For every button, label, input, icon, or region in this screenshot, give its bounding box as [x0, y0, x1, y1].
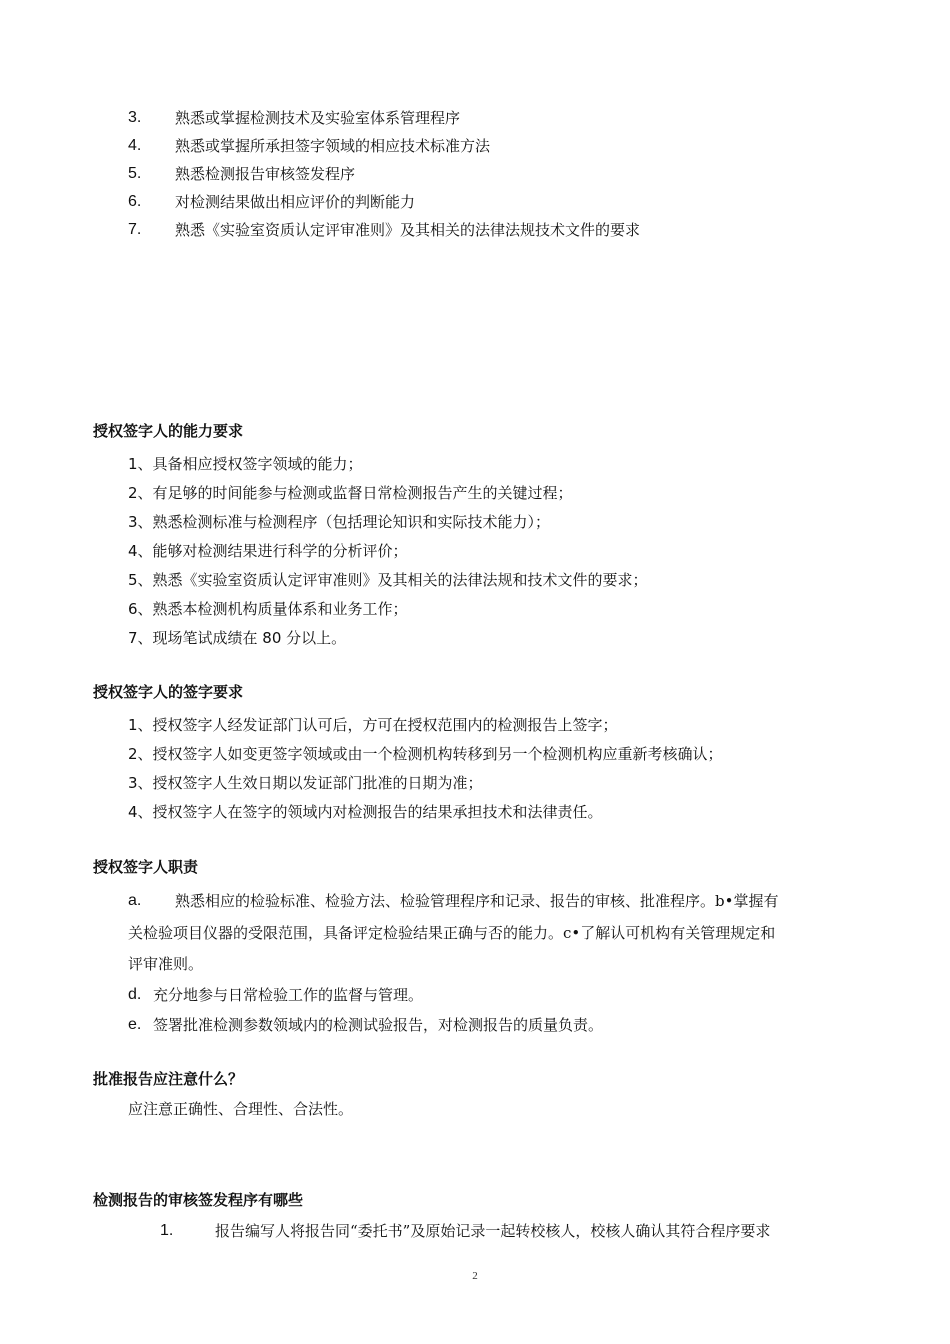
list-number: 5.: [128, 165, 142, 182]
list-item-text: 熟悉《实验室资质认定评审准则》及其相关的法律法规技术文件的要求: [175, 221, 641, 239]
section-heading-signing: 授权签字人的签字要求: [93, 683, 244, 701]
page-number: 2: [472, 1270, 478, 1282]
procedure-step-1-text: 报告编写人将报告同“委托书”及原始记录一起转校核人，校核人确认其符合程序要求: [215, 1222, 771, 1240]
list-item-text: 熟悉或掌握检测技术及实验室体系管理程序: [175, 109, 461, 127]
list-item: 3、熟悉检测标准与检测程序（包括理论知识和实际技术能力）；: [128, 513, 551, 531]
list-item: 3、授权签字人生效日期以发证部门批准的日期为准；: [128, 774, 483, 792]
list-number: 6.: [128, 193, 142, 210]
duty-d-text: 充分地参与日常检验工作的监督与管理。: [153, 986, 424, 1004]
approve-text: 应注意正确性、合理性、合法性。: [128, 1100, 354, 1118]
list-letter: e.: [128, 1016, 142, 1033]
list-item: 4、授权签字人在签字的领域内对检测报告的结果承担技术和法律责任。: [128, 803, 603, 821]
list-item-text: 熟悉检测报告审核签发程序: [175, 165, 356, 183]
section-heading-ability: 授权签字人的能力要求: [93, 422, 244, 440]
list-item: 5、熟悉《实验室资质认定评审准则》及其相关的法律法规和技术文件的要求；: [128, 571, 648, 589]
list-number: 4.: [128, 137, 142, 154]
list-item: 2、授权签字人如变更签字领域或由一个检测机构转移到另一个检测机构应重新考核确认；: [128, 745, 723, 763]
section-heading-approve: 批准报告应注意什么？: [93, 1070, 244, 1088]
duty-a-line-2: 关检验项目仪器的受限范围，具备评定检验结果正确与否的能力。c•了解认可机构有关管理规定和: [128, 924, 776, 942]
list-item: 4、能够对检测结果进行科学的分析评价；: [128, 542, 408, 560]
list-number: 7.: [128, 221, 142, 238]
list-letter: d.: [128, 986, 142, 1003]
section-heading-duties: 授权签字人职责: [93, 858, 199, 876]
section-heading-procedure: 检测报告的审核签发程序有哪些: [93, 1191, 304, 1209]
list-item: 1、授权签字人经发证部门认可后，方可在授权范围内的检测报告上签字；: [128, 716, 618, 734]
list-number: 1.: [160, 1222, 174, 1239]
list-number: 3.: [128, 109, 142, 126]
duty-a-line-3: 评审准则。: [128, 955, 204, 973]
list-item-text: 对检测结果做出相应评价的判断能力: [175, 193, 416, 211]
list-item: 7、现场笔试成绩在 80 分以上。: [128, 629, 347, 647]
duty-e-text: 签署批准检测参数领域内的检测试验报告，对检测报告的质量负责。: [153, 1016, 604, 1034]
list-item: 1、具备相应授权签字领域的能力；: [128, 455, 363, 473]
list-item: 6、熟悉本检测机构质量体系和业务工作；: [128, 600, 408, 618]
duty-a-line-1: 熟悉相应的检验标准、检验方法、检验管理程序和记录、报告的审核、批准程序。b•掌握有: [175, 892, 779, 910]
list-letter: a.: [128, 892, 142, 909]
list-item: 2、有足够的时间能参与检测或监督日常检测报告产生的关键过程；: [128, 484, 573, 502]
list-item-text: 熟悉或掌握所承担签字领域的相应技术标准方法: [175, 137, 491, 155]
